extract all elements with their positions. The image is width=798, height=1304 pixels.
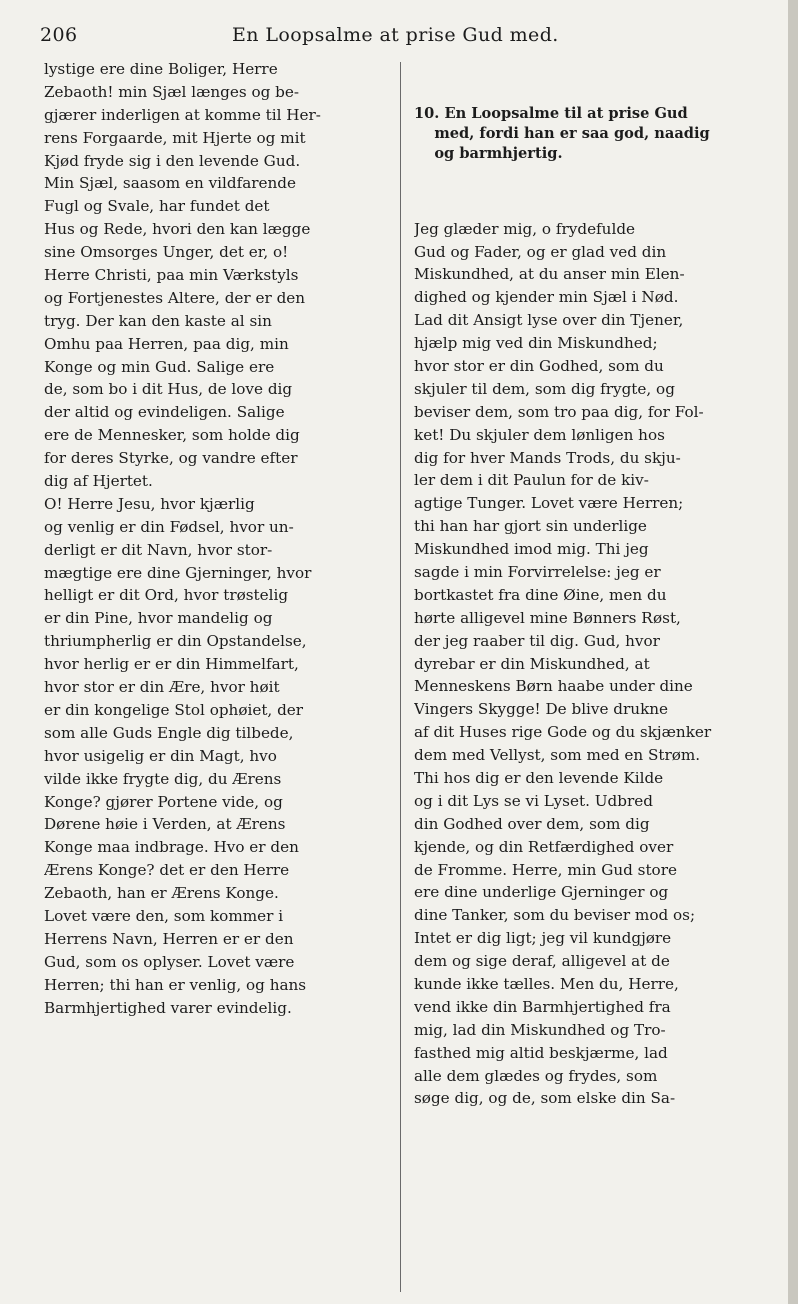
text-line: vilde ikke frygte dig, du Ærens	[44, 769, 282, 788]
text-line: for deres Styrke, og vandre efter	[44, 449, 298, 468]
text-line: bortkastet fra dine Øine, men du	[414, 585, 667, 604]
text-line: Min Sjæl, saasom en vildfarende	[44, 174, 297, 193]
right-column-text	[414, 58, 764, 1133]
text-line: Kjød fryde sig i den levende Gud.	[44, 151, 301, 170]
text-line: søge dig, og de, som elske din Sa-	[414, 1089, 676, 1108]
text-line: din Godhed over dem, som dig	[414, 814, 650, 833]
text-line: der jeg raaber til dig. Gud, hvor	[414, 631, 660, 650]
text-line: og i dit Lys se vi Lyset. Udbred	[414, 791, 653, 810]
text-line: Vingers Skygge! De blive drukne	[414, 700, 669, 719]
text-line: dine Tanker, som du beviser mod os;	[414, 906, 696, 925]
text-line: O! Herre Jesu, hvor kjærlig	[44, 494, 255, 513]
text-line: hvor usigelig er din Magt, hvo	[44, 746, 277, 765]
text-line: dem og sige deraf, alligevel at de	[414, 952, 670, 971]
heading-line: 10. En Loopsalme til at prise Gud	[414, 104, 688, 122]
text-line: Gud og Fader, og er glad ved din	[414, 242, 667, 261]
text-line: Hus og Rede, hvori den kan lægge	[44, 220, 311, 239]
text-line: Konge? gjører Portene vide, og	[44, 792, 283, 811]
text-line: Konge maa indbrage. Hvo er den	[44, 838, 299, 857]
text-line: lystige ere dine Boliger, Herre	[44, 60, 278, 78]
text-line: hjælp mig ved din Miskundhed;	[414, 334, 658, 353]
text-line: Zebaoth! min Sjæl længes og be-	[44, 82, 299, 101]
page-header	[32, 18, 752, 52]
text-line: hvor stor er din Godhed, som du	[414, 356, 664, 375]
text-line: ere dine underlige Gjerninger og	[414, 883, 669, 902]
text-line: skjuler til dem, som dig frygte, og	[414, 379, 675, 398]
text-line: hvor herlig er er din Himmelfart,	[44, 655, 299, 674]
text-line: Menneskens Børn haabe under dine	[414, 677, 693, 696]
hymn-body	[414, 218, 764, 1111]
text-line: rens Forgaarde, mit Hjerte og mit	[44, 128, 306, 147]
text-line: er din kongelige Stol ophøiet, der	[44, 700, 304, 719]
text-line: af dit Huses rige Gode og du skjænker	[414, 723, 712, 742]
text-line: og venlig er din Fødsel, hvor un-	[44, 517, 294, 536]
text-line: Fugl og Svale, har fundet det	[44, 197, 270, 216]
running-head: En Loopsalme at prise Gud med.	[232, 24, 559, 46]
text-line: der altid og evindeligen. Salige	[44, 403, 285, 422]
text-line: sine Omsorges Unger, det er, o!	[44, 243, 289, 262]
heading-line: med, fordi han er saa god, naadig	[414, 124, 710, 142]
text-line: hørte alligevel mine Bønners Røst,	[414, 608, 681, 627]
text-line: agtige Tunger. Lovet være Herren;	[414, 494, 684, 513]
text-line: som alle Guds Engle dig tilbede,	[44, 723, 294, 742]
text-line: mægtige ere dine Gjerninger, hvor	[44, 563, 312, 582]
text-line: dig for hver Mands Trods, du skju-	[414, 448, 681, 467]
left-column-text	[44, 58, 394, 1019]
text-line: Intet er dig ligt; jeg vil kundgjøre	[414, 929, 672, 948]
column-divider	[400, 62, 401, 1292]
text-line: derligt er dit Navn, hvor stor-	[44, 540, 273, 559]
text-line: vend ikke din Barmhjertighed fra	[414, 997, 671, 1016]
text-line: Gud, som os oplyser. Lovet være	[44, 952, 295, 971]
text-line: ket! Du skjuler dem lønligen hos	[414, 425, 665, 444]
hymn-heading	[414, 104, 764, 164]
text-line: beviser dem, som tro paa dig, for Fol-	[414, 402, 704, 421]
text-line: mig, lad din Miskundhed og Tro-	[414, 1020, 666, 1039]
text-line: Barmhjertighed varer evindelig.	[44, 998, 292, 1017]
text-line: thi han har gjort sin underlige	[414, 517, 647, 536]
text-line: de, som bo i dit Hus, de love dig	[44, 380, 293, 399]
text-line: tryg. Der kan den kaste al sin	[44, 311, 272, 330]
text-line: Miskundhed imod mig. Thi jeg	[414, 540, 649, 559]
page-edge	[788, 0, 798, 1304]
heading-line: og barmhjertig.	[414, 144, 563, 162]
text-line: thriumpherlig er din Opstandelse,	[44, 632, 307, 651]
text-line: og Fortjenestes Altere, der er den	[44, 288, 306, 307]
text-line: Thi hos dig er den levende Kilde	[414, 769, 664, 787]
text-line: kjende, og din Retfærdighed over	[414, 837, 674, 856]
text-line: Herre Christi, paa min Værkstyls	[44, 266, 299, 285]
page-number: 206	[40, 24, 78, 46]
text-line: dighed og kjender min Sjæl i Nød.	[414, 288, 679, 307]
text-line: ere de Mennesker, som holde dig	[44, 426, 300, 445]
text-line: Lad dit Ansigt lyse over din Tjener,	[414, 311, 684, 330]
text-line: Konge og min Gud. Salige ere	[44, 357, 275, 376]
text-line: Herren; thi han er venlig, og hans	[44, 975, 307, 994]
text-line: sagde i min Forvirrelelse: jeg er	[414, 562, 661, 581]
text-line: fasthed mig altid beskjærme, lad	[414, 1043, 668, 1062]
text-line: gjærer inderligen at komme til Her-	[44, 105, 321, 124]
text-line: Dørene høie i Verden, at Ærens	[44, 815, 286, 834]
text-line: dem med Vellyst, som med en Strøm.	[414, 746, 701, 765]
text-line: de Fromme. Herre, min Gud store	[414, 860, 677, 879]
text-line: er din Pine, hvor mandelig og	[44, 609, 273, 628]
text-line: Ærens Konge? det er den Herre	[44, 861, 290, 880]
text-line: Lovet være den, som kommer i	[44, 906, 284, 925]
text-line: ler dem i dit Paulun for de kiv-	[414, 471, 649, 490]
text-line: Omhu paa Herren, paa dig, min	[44, 334, 289, 353]
text-line: alle dem glædes og frydes, som	[414, 1066, 658, 1085]
text-line: Miskundhed, at du anser min Elen-	[414, 265, 685, 284]
text-line: helligt er dit Ord, hvor trøstelig	[44, 586, 289, 605]
text-line: Jeg glæder mig, o frydefulde	[414, 219, 636, 238]
text-line: dyrebar er din Miskundhed, at	[414, 654, 650, 673]
text-line: hvor stor er din Ære, hvor høit	[44, 678, 280, 697]
text-line: Herrens Navn, Herren er er den	[44, 929, 294, 948]
text-line: kunde ikke tælles. Men du, Herre,	[414, 975, 679, 994]
text-line: dig af Hjertet.	[44, 472, 153, 491]
text-line: Zebaoth, han er Ærens Konge.	[44, 884, 279, 903]
